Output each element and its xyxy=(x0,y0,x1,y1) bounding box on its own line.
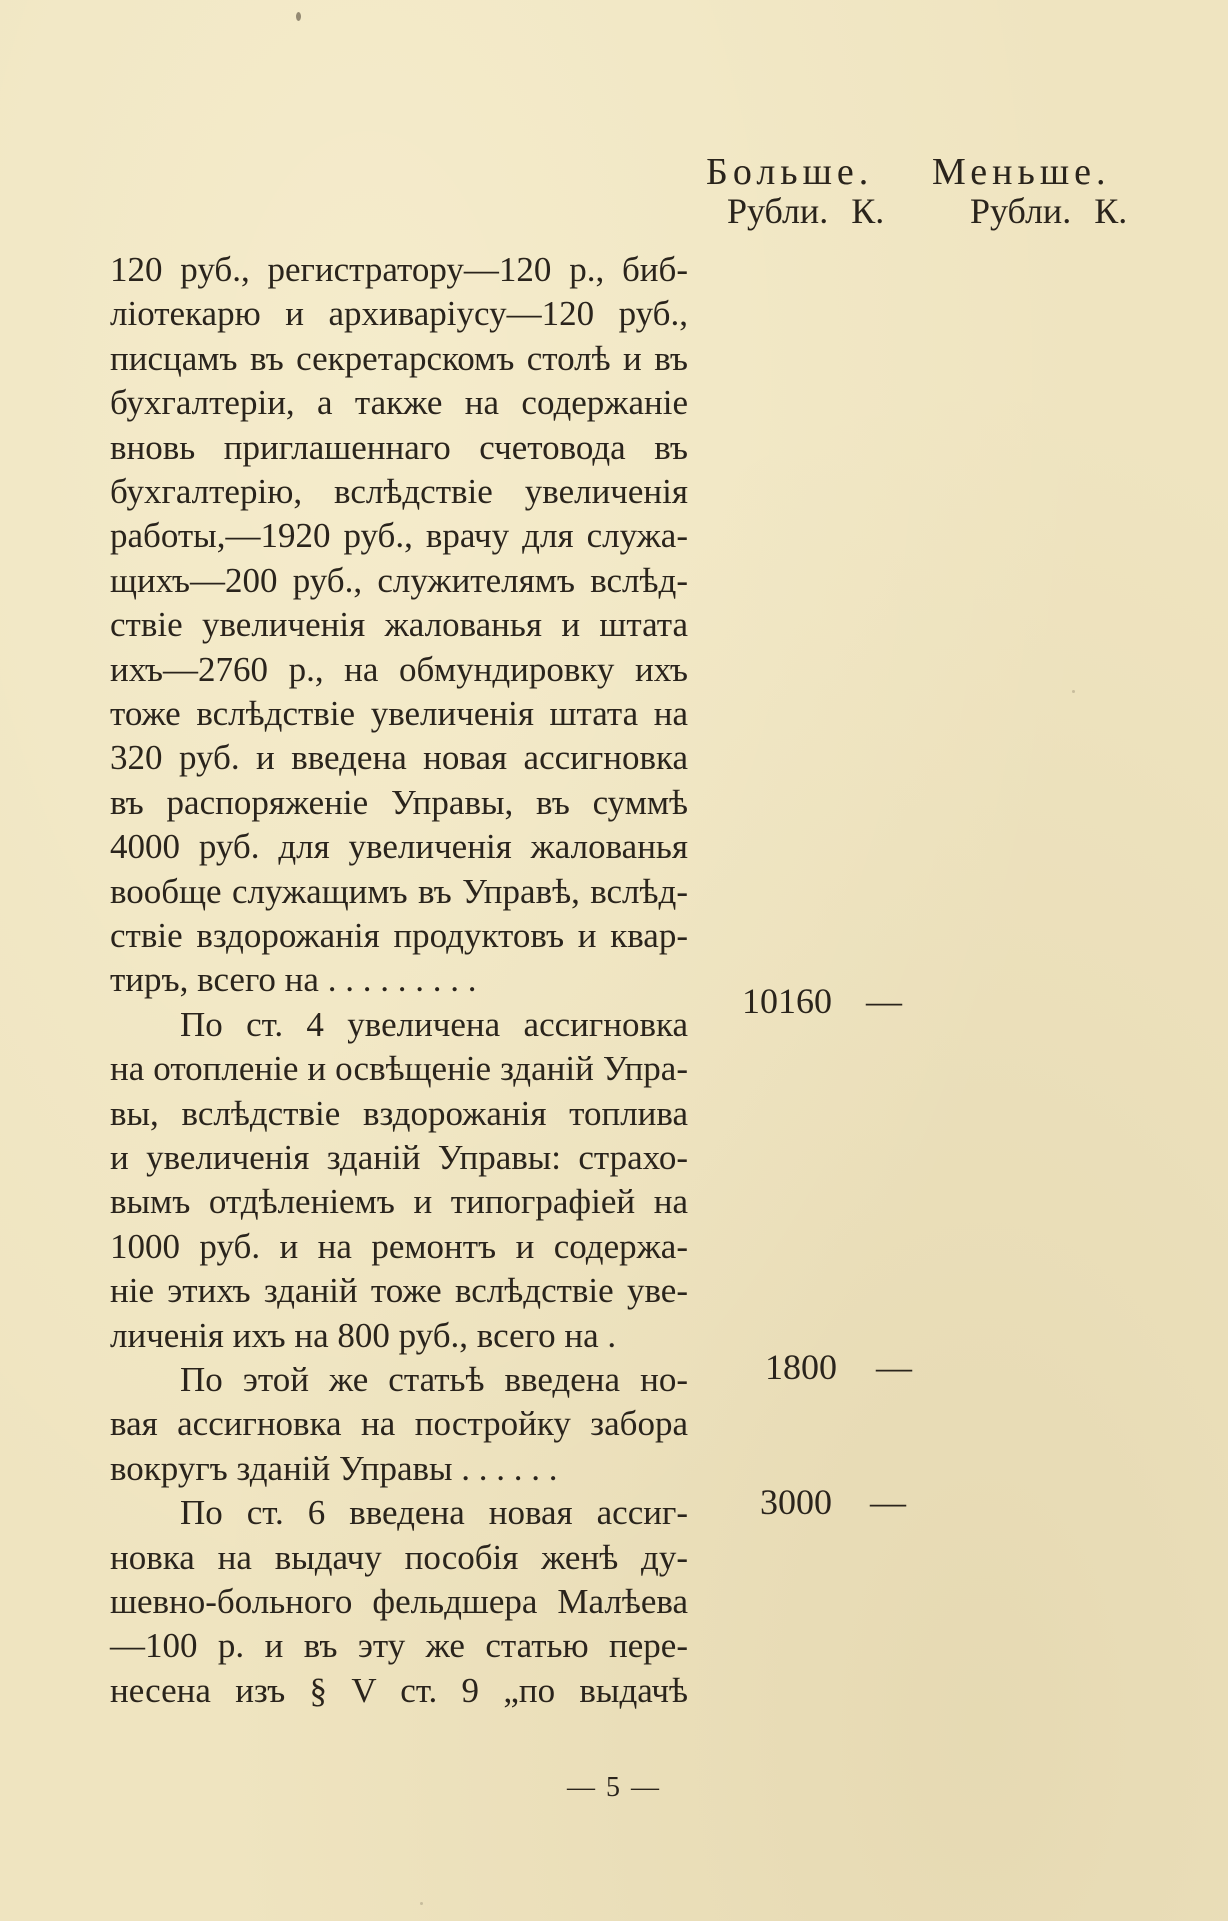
amount-rubles: 1800 xyxy=(765,1347,837,1387)
text-line: и увеличенія зданій Управы: страхо- xyxy=(110,1138,688,1177)
column-header-more: Больше. xyxy=(706,151,874,193)
text-line: работы,—1920 руб., врачу для служа- xyxy=(110,516,688,555)
text-line: вая ассигновка на постройку забора xyxy=(110,1404,688,1443)
text-line: на отопленіе и освѣщеніе зданій Упра- xyxy=(110,1049,688,1088)
text-line: ствіе увеличенія жалованья и штата xyxy=(110,605,688,644)
text-line: ліотекарю и архиваріусу—120 руб., xyxy=(110,294,688,333)
text-line: ихъ—2760 р., на обмундировку ихъ xyxy=(110,650,688,689)
paper-speck xyxy=(296,12,301,21)
text-line: бухгалтерію, вслѣдствіе увеличенія xyxy=(110,472,688,511)
amount-kopecks: — xyxy=(866,981,902,1021)
amount-rubles: 10160 xyxy=(742,981,832,1021)
text-line: несена изъ § V ст. 9 „по выдачѣ xyxy=(110,1671,688,1710)
column-units-less: Рубли. К. xyxy=(970,191,1128,231)
page-number: — 5 — xyxy=(567,1772,661,1803)
paper-speck xyxy=(420,1902,423,1905)
column-units-more: Рубли. К. xyxy=(727,191,885,231)
text-line: тоже вслѣдствіе увеличенія штата на xyxy=(110,694,688,733)
text-line: вообще служащимъ въ Управѣ, вслѣд- xyxy=(110,872,688,911)
text-line: 120 руб., регистратору—120 р., биб- xyxy=(110,250,688,289)
text-line: въ распоряженіе Управы, въ суммѣ xyxy=(110,783,688,822)
text-line: ніе этихъ зданій тоже вслѣдствіе уве- xyxy=(110,1271,688,1310)
text-line: щихъ—200 руб., служителямъ вслѣд- xyxy=(110,561,688,600)
amount-rubles: 3000 xyxy=(760,1482,832,1522)
paper-speck xyxy=(1072,690,1075,693)
text-line: ствіе вздорожанія продуктовъ и квар- xyxy=(110,916,688,955)
text-line: личенія ихъ на 800 руб., всего на . xyxy=(110,1316,617,1355)
text-line: 320 руб. и введена новая ассигновка xyxy=(110,738,688,777)
text-line: новка на выдачу пособія женѣ ду- xyxy=(110,1538,688,1577)
column-header-less: Меньше. xyxy=(932,151,1111,193)
text-line: бухгалтеріи, а также на содержаніе xyxy=(110,383,688,422)
text-line: 1000 руб. и на ремонтъ и содержа- xyxy=(110,1227,688,1266)
text-line: вы, вслѣдствіе вздорожанія топлива xyxy=(110,1094,688,1133)
text-line: По этой же статьѣ введена но- xyxy=(180,1360,688,1399)
text-line: 4000 руб. для увеличенія жалованья xyxy=(110,827,688,866)
text-line: шевно-больного фельдшера Малѣева xyxy=(110,1582,688,1621)
amount-kopecks: — xyxy=(870,1482,906,1522)
amount-kopecks: — xyxy=(876,1347,912,1387)
text-line: писцамъ въ секретарскомъ столѣ и въ xyxy=(110,339,688,378)
text-line: По ст. 4 увеличена ассигновка xyxy=(180,1005,688,1044)
text-line: —100 р. и въ эту же статью пере- xyxy=(110,1626,688,1665)
text-line: вновь приглашеннаго счетовода въ xyxy=(110,428,688,467)
text-line: По ст. 6 введена новая ассиг- xyxy=(180,1493,688,1532)
text-line: тиръ, всего на . . . . . . . . . xyxy=(110,960,477,999)
text-line: вымъ отдѣленіемъ и типографіей на xyxy=(110,1182,688,1221)
text-line: вокругъ зданій Управы . . . . . . xyxy=(110,1449,558,1488)
